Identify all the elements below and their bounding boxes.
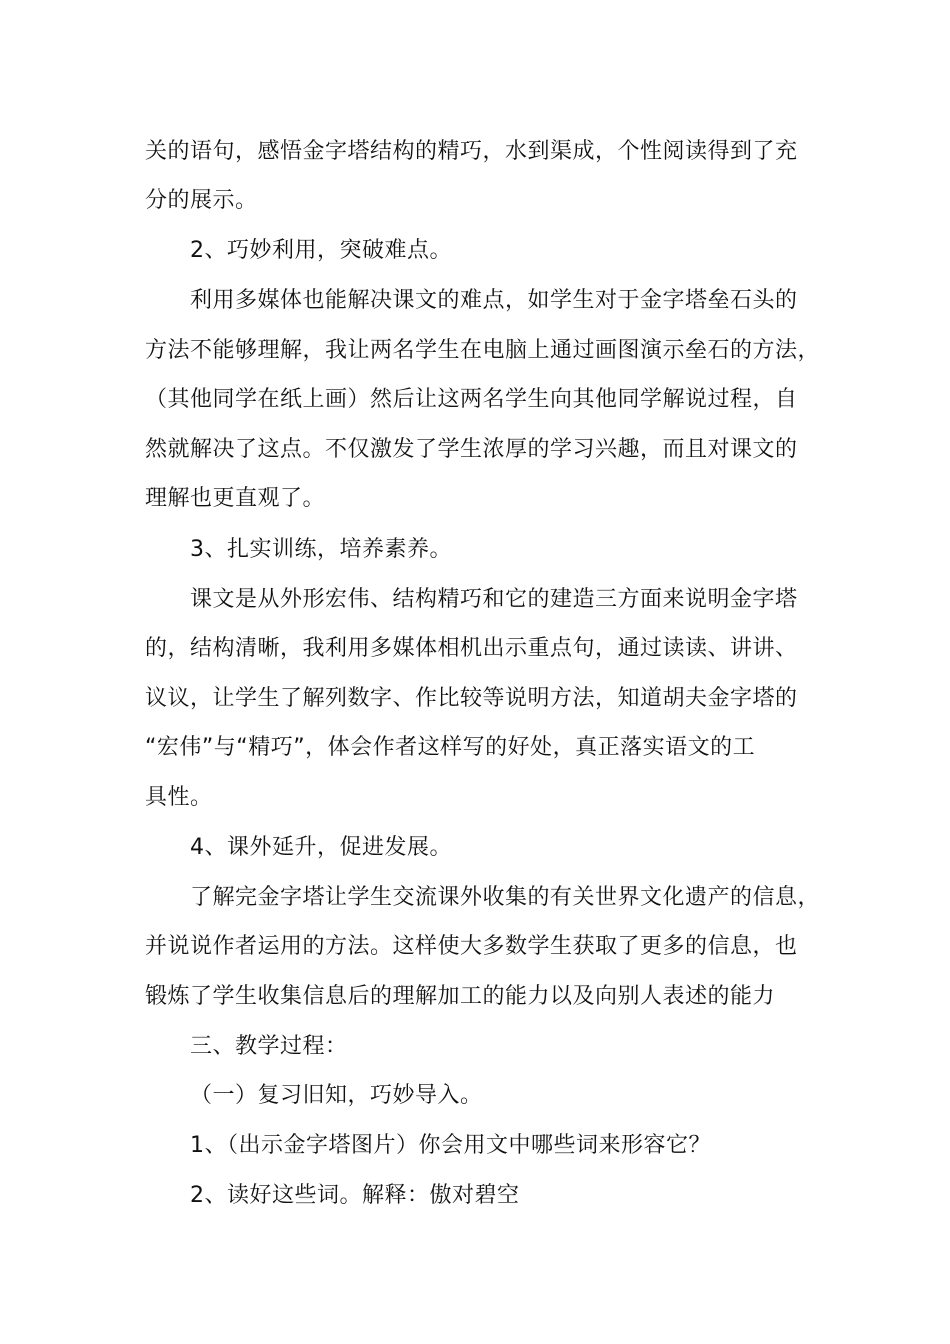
text-line: 具性。	[145, 785, 213, 810]
text-line: （其他同学在纸上画）然后让这两名学生向其他同学解说过程，自	[145, 387, 798, 412]
text-line: 分的展示。	[145, 188, 258, 213]
text-line: “宏伟”与“精巧”，体会作者这样写的好处，真正落实语文的工	[145, 735, 756, 760]
section-heading: 2、巧妙利用，突破难点。	[190, 238, 452, 263]
text-line: 并说说作者运用的方法。这样使大多数学生获取了更多的信息，也	[145, 934, 798, 959]
text-line: 方法不能够理解，我让两名学生在电脑上通过画图演示垒石的方法，	[145, 338, 821, 363]
section-heading: 3、扎实训练，培养素养。	[190, 537, 452, 562]
text-line: 关的语句，感悟金字塔结构的精巧，水到渠成，个性阅读得到了充	[145, 139, 798, 164]
text-line: 锻炼了学生收集信息后的理解加工的能力以及向别人表述的能力	[145, 984, 776, 1009]
text-line: 然就解决了这点。不仅激发了学生浓厚的学习兴趣，而且对课文的	[145, 437, 798, 462]
text-line: 了解完金字塔让学生交流课外收集的有关世界文化遗产的信息，	[190, 885, 821, 910]
text-line: 议议，让学生了解列数字、作比较等说明方法，知道胡夫金字塔的	[145, 686, 798, 711]
text-line: 2、读好这些词。解释：傲对碧空	[190, 1183, 520, 1208]
section-heading: 4、课外延升，促进发展。	[190, 835, 452, 860]
text-line: 课文是从外形宏伟、结构精巧和它的建造三方面来说明金字塔	[190, 587, 798, 612]
text-line: 利用多媒体也能解决课文的难点，如学生对于金字塔垒石头的	[190, 288, 798, 313]
text-line: 的，结构清晰，我利用多媒体相机出示重点句，通过读读、讲讲、	[145, 636, 798, 661]
text-line: 1、（出示金字塔图片）你会用文中哪些词来形容它？	[190, 1133, 711, 1158]
section-heading: 三、教学过程：	[190, 1034, 348, 1059]
text-line: 理解也更直观了。	[145, 486, 326, 511]
subsection-heading: （一）复习旧知，巧妙导入。	[190, 1083, 483, 1108]
